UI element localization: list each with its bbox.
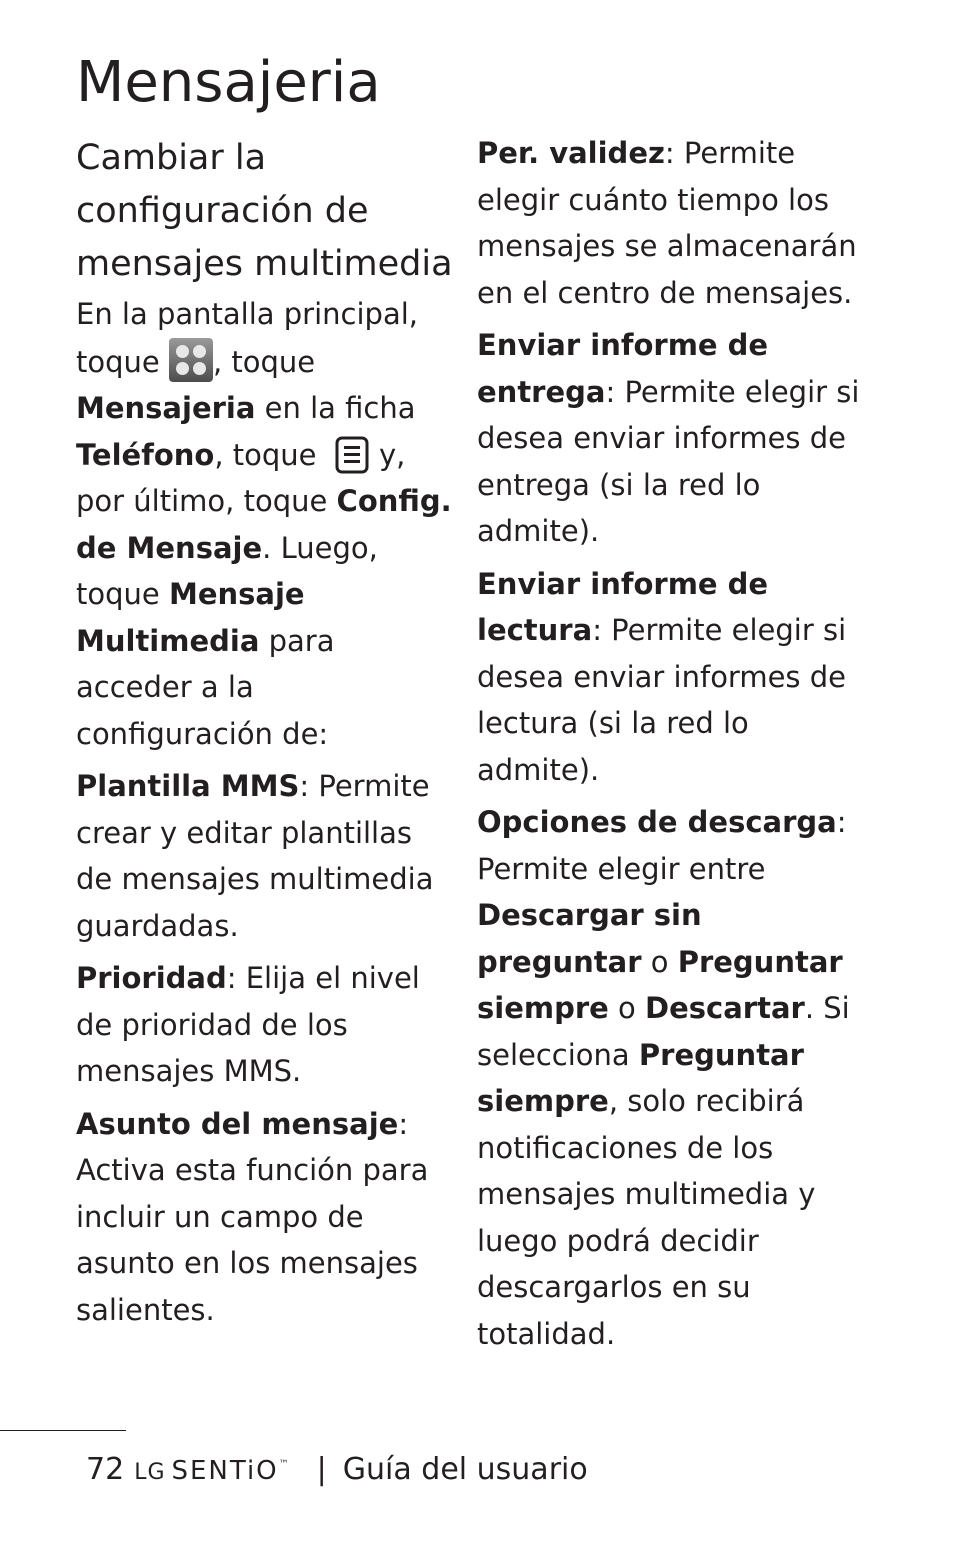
section-heading-line-3: mensajes multimedia [76,244,453,284]
prioridad-item: Prioridad: Elija el nivel de prioridad de los mensajes MMS. [76,961,420,1088]
informe-lectura-item: Enviar informe de lectura: Permite elegir si desea enviar informes de lectura (si la red lo admite). [477,566,847,787]
guide-title: Guía del usuario [342,1452,588,1487]
section-heading-line-2: configuración de [76,191,369,231]
informe-entrega-item: Enviar informe de entrega: Permite elegir si desea enviar informes de entrega (si la red lo admite). [477,328,860,548]
model-name: SENTiO [171,1456,279,1486]
trademark-mark: ™ [278,1459,289,1470]
menu-icon [334,436,370,474]
intro-paragraph: En la pantalla principal, toque , toque Mensajeria en la ficha Teléfono, toque y, por último, toque Config. de Mensaje. Luego, toque Mensaje Multimedia para acceder a la configuración de: [76,297,452,751]
right-column [477,130,867,1363]
left-column [76,132,454,1339]
section-heading [76,132,454,291]
telefono-tab-label: Teléfono [76,437,215,472]
footer-separator: | [316,1452,327,1487]
page-title: Mensajeria [76,50,381,115]
asunto-item: Asunto del mensaje: Activa esta función para incluir un campo de asunto en los mensajes salientes. [76,1106,429,1327]
plantilla-mms-item: Plantilla MMS: Permite crear y editar plantillas de mensajes multimedia guardadas. [76,769,434,943]
page-number: 72 [86,1452,125,1487]
opciones-descarga-item: Opciones de descarga: Permite elegir entre Descargar sin preguntar o Preguntar siempre o Descartar. Si selecciona Preguntar siempre, solo recibirá notificaciones de los mensajes multimedia y luego podrá decidir descargarlos en su totalidad. [477,805,850,1351]
page-footer [86,1442,588,1496]
footer-divider [0,1430,126,1431]
section-heading-line-1: Cambiar la [76,138,267,178]
mensaje-multimedia-label: Mensaje Multimedia [76,577,305,658]
apps-grid-icon [169,338,213,382]
validez-item: Per. validez: Permite elegir cuánto tiempo los mensajes se almacenarán en el centro de mensajes. [477,136,857,310]
mensajeria-label: Mensajeria [76,391,256,425]
config-mensaje-label: Config. de Mensaje [76,484,452,565]
brand-logo: LG [134,1460,166,1485]
